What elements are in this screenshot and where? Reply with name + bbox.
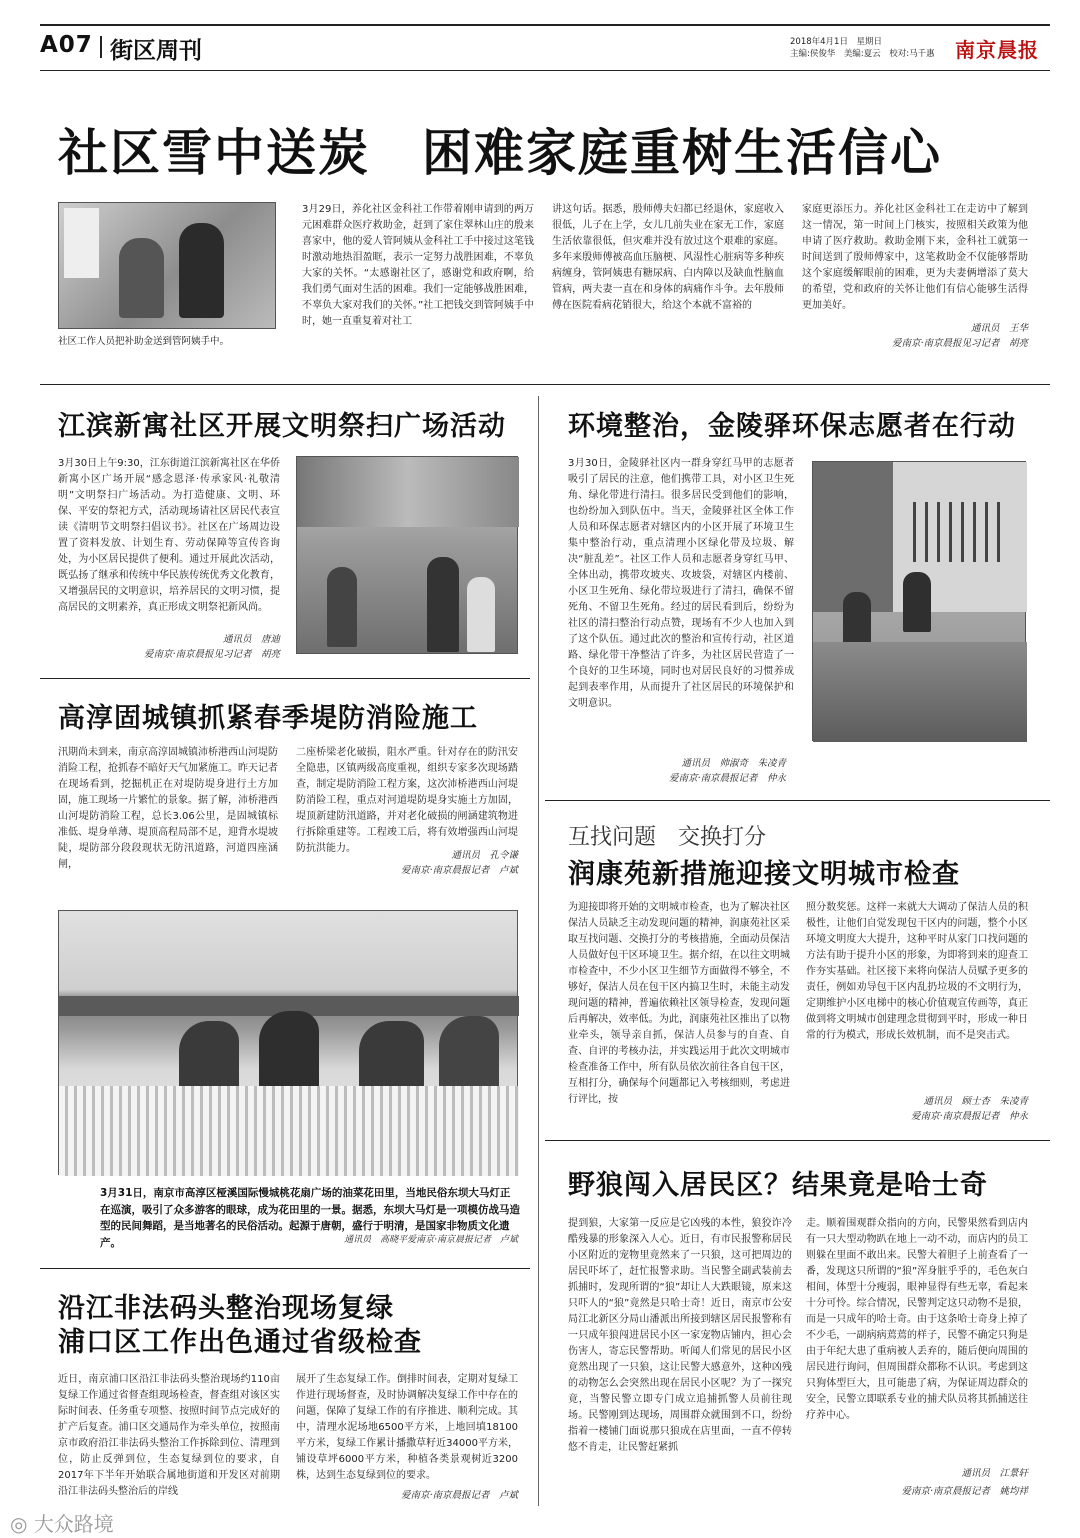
article-6-rule	[545, 1140, 1050, 1141]
article-2-title: 环境整治，金陵驿环保志愿者在行动	[568, 411, 1016, 442]
article-1-byline-1: 通讯员 唐迪	[222, 634, 280, 645]
lead-headline: 社区雪中送炭 困难家庭重树生活信心	[58, 124, 942, 182]
article-6-byline-1: 通讯员 江景轩	[961, 1468, 1028, 1479]
lead-rule	[40, 384, 1050, 385]
issue-date: 2018年4月1日 星期日	[790, 37, 882, 47]
article-5-title-line-2: 浦口区工作出色通过省级检查	[58, 1327, 422, 1358]
header-meta	[790, 36, 950, 60]
lead-col-1: 3月29日，养化社区金科社工作带着刚申请到的两万元困难群众医疗救助金，赶到了家住翠林山庄的殷来喜家中，他的爱人管阿姨从金科社工手中接过这笔钱时激动地热泪盈眶，表示一定努力战胜困难，不辜负大家的关怀。“太感谢社区了，感谢党和政府啊，给我们勇气面对生活的困难。我们一定能够战胜困难，不辜负大家对我们的关怀。”社工把钱交到管阿姨手中时，她一直重复着对社工	[302, 204, 534, 327]
article-2-photo	[812, 461, 1026, 741]
column-name: 街区周刊	[110, 38, 202, 64]
article-5-col-2: 展开了生态复绿工作。倒排时间表，定期对复绿工作进行现场督查，及时协调解决复绿工作中存在的问题，保障了复绿工作的有序推进、顺利完成。其中，清理水泥场地6500平方米，上地回填18100平方米，复绿工作累计播撒草籽近34000平方米，铺设草坪6000平方米，种植各类景观树近3200株，达到生态复绿到位的要求。	[296, 1374, 518, 1481]
article-3-byline-2: 爱南京·南京晨报记者 卢斌	[400, 865, 518, 876]
article-2-body: 3月30日，金陵驿社区内一群身穿红马甲的志愿者吸引了居民的注意，他们携带工具，对小区卫生死角、绿化带进行清扫。很多居民受到他们的影响，也纷纷加入到队伍中。当天，金陵驿社区全体工作人员和环保志愿者对辖区内的小区开展了环境卫生集中整治行动，重点清理小区绿化带及垃圾、解决“脏乱差”。社区工作人员和志愿者身穿红马甲、全体出动，携带攻坡夹、攻坡袋，对辖区内楼前、小区卫生死角、绿化带垃圾进行了清扫，确保不留死角、不留卫生死角。经过的居民看到后，纷纷为社区的清扫整治行动点赞，现场有不少人也加入到了这个队伍。通过此次的整治和宣传行动，社区道路、绿化带干净整洁了许多，为社区居民营造了一个良好的卫生环境，同时也对居民良好的习惯养成起到表率作用，从而提升了社区居民的环境保护和文明意识。	[568, 458, 794, 709]
article-6-byline-2: 爱南京·南京晨报记者 姚均祥	[901, 1486, 1028, 1497]
article-3-col-2: 二座桥梁老化破损，阻水严重。针对存在的防汛安全隐患，区镇两级高度重视，组织专家多次现场踏查，制定堤防消险工程方案，这次沛桥港西山河堤防消险工程，重点对河道堤防堤身实施土方加固，堤顶新建防汛道路，并对老化破损的闸涵建筑物进行拆除重建等。工程竣工后，将有效增强西山河堤防抗洪能力。	[296, 747, 518, 854]
watermark-text: 大众路境	[33, 1512, 114, 1536]
watermark-logo-icon: ◎	[10, 1512, 34, 1536]
header-divider	[100, 36, 102, 58]
editor-credits: 主编:侯俊华 美编:夏云 校对:马千惠	[790, 49, 935, 59]
article-4-col-2: 照分数奖惩。这样一来就大大调动了保洁人员的积极性，让他们自觉发现包干区内的问题，整个小区环境文明度大大提升，这种平时从家门口找问题的方法有助于提升小区的形象，为即将到来的迎查工作夯实基础。社区接下来将向保洁人员赋予更多的责任，例如劝导包干区内乱扔垃圾的不文明行为，定期维护小区电梯中的核心价值观宣传画等，真正做到将文明城市创建理念贯彻到平时，形成一种日常的行为模式，形成长效机制，而不是突击式。	[806, 902, 1028, 1041]
lead-photo-caption: 社区工作人员把补助金送到管阿姨手中。	[58, 336, 230, 347]
festival-photo-byline: 通讯员 高晓平爱南京·南京晨报记者 卢斌	[344, 1235, 518, 1245]
page-number: A07	[40, 32, 93, 58]
article-3-col-1: 汛期尚未到来，南京高淳固城镇沛桥港西山河堤防消险工程，抢抓春不暗好天气加紧施工。昨天记者在现场看到，挖掘机正在对堤防堤身进行土方加固，施工现场一片繁忙的景象。据了解，沛桥港西山河堤防消险工程，总长3.06公里，是固城镇标准低、堤身单薄、堤顶高程局部不足，迎背水堤坡陡，堤防部分段段现状无防汛道路，河道四座涵闸，	[58, 747, 278, 870]
column-divider	[538, 396, 539, 1506]
article-4-kicker: 互找问题 交换打分	[568, 825, 767, 850]
festival-photo-caption: 3月31日，南京市高淳区桠溪国际慢城桃花扇广场的油菜花田里，当地民俗东坝大马灯正在巡演，吸引了众多游客的眼球，成为花田里的一景。据悉，东坝大马灯是一项模仿战马造型的民间舞蹈，是当地著名的民俗活动。起源于唐朝，盛行于明清，是国家非物质文化遗产。	[100, 1187, 520, 1249]
article-5-byline: 爱南京·南京晨报记者 卢斌	[400, 1490, 518, 1501]
article-1-title: 江滨新寓社区开展文明祭扫广场活动	[58, 411, 506, 442]
article-3-byline-1: 通讯员 孔令谦	[451, 850, 518, 861]
article-4-rule	[545, 800, 1050, 801]
article-2-byline-1: 通讯员 帅淑奇 朱凌青	[681, 758, 786, 769]
article-6-col-1: 提到狼，大家第一反应是它凶残的本性，狼狡诈冷酷残暴的形象深入人心。近日，有市民报警称居民小区附近的宠物里竟然来了一只狼，这可把周边的居民吓坏了，赶忙报警求助。当民警全副武装前去抓捕时，发现所谓的“狼”却让人大跌眼镜，原来这只吓人的“狼”竟然是只哈士奇！近日，南京市公安局江北新区分局山潘派出所接到辖区居民报警称有一只成年狼闯进居民小区一家宠物店铺内，担心会伤害人，寄忘民警帮助。听闻人们常见的居民小区竟然出现了一只狼，这让民警大感意外，这种凶残的动物怎么会突然出现在居民小区呢？为了一探究竟，当警民警立即专门成立追捕抓警人员前往现场。民警刚到达现场，周围群众就围到不口，纷纷指着一楼铺门面说那只狼成在店里面，一直不停转悠不肯走，让民警赶紧抓	[568, 1218, 792, 1453]
festival-photo	[58, 910, 518, 1175]
article-4-byline-1: 通讯员 顾士杏 朱凌青	[923, 1096, 1028, 1107]
article-4-byline-2: 爱南京·南京晨报记者 仲永	[910, 1111, 1028, 1122]
article-1-photo	[296, 456, 518, 654]
lead-photo	[58, 202, 276, 329]
article-3-title: 高淳固城镇抓紧春季堤防消险施工	[58, 703, 478, 734]
article-6-title: 野狼闯入居民区？结果竟是哈士奇	[568, 1170, 988, 1201]
watermark	[10, 1508, 114, 1537]
article-5-rule	[40, 1268, 530, 1269]
lead-byline-1: 通讯员 王华	[970, 323, 1028, 334]
header-rule	[40, 70, 1050, 71]
article-5-title-line-1: 沿江非法码头整治现场复绿	[58, 1293, 394, 1324]
newspaper-logo: 南京晨报	[955, 38, 1039, 62]
lead-col-3: 家庭更添压力。养化社区金科社工在走访中了解到这一情况，第一时间上门核实，按照相关政策为他申请了医疗救助。救助金刚下来，金科社工就第一时间送到了殷师傅家中，这笔救助金不仅能够帮助这个家庭缓解眼前的困难，更为夫妻俩增添了莫大的希望，党和政府的关怀让他们有信心能够生活得更加美好。	[802, 204, 1028, 311]
article-1-body: 3月30日上午9:30，江东街道江滨新寓社区在华侨新寓小区广场开展“感念恩泽·传承家风·礼敬清明”文明祭扫广场活动。为打造健康、文明、环保、平安的祭祀方式，活动现场请社区居民代表宣读《清明节文明祭扫倡议书》。社区在广场周边设置了资料发放、计划生育、劳动保障等宣传咨询处，为小区居民提供了便利。通过开展此次活动，既弘扬了继承和传统中华民族传统优秀文化教育，又增强居民的文明意识，培养居民的文明习惯，提高居民的文明素养，真正形成文明祭祀新风尚。	[58, 458, 280, 613]
lead-byline-2: 爱南京·南京晨报见习记者 胡亮	[891, 338, 1028, 349]
article-5-col-1: 近日，南京浦口区沿江非法码头整治现场约110亩复绿工作通过省督查组现场检查，督查组对该区实际时间表、任务重专项整、按照时间节点完成好的扩产后复查。浦口区交通局作为牵头单位，按照南京市政府沿江非法码头整治工作拆除到位、清理到位，防止反弹到位，生态复绿到位的要求，自2017年下半年开始联合属地街道和开发区对前期沿江非法码头整治后的岸线	[58, 1374, 280, 1497]
top-rule	[40, 24, 1050, 26]
article-1-byline-2: 爱南京·南京晨报见习记者 胡亮	[143, 649, 280, 660]
lead-col-2: 讲这句话。据悉，殷师傅夫妇都已经退休，家庭收入很低，儿子在上学，女儿几前失业在家无工作，家庭生活依靠很低，但灾难并没有放过这个艰难的家庭。多年来殷师傅被高血压脑梗、风湿性心脏病等多种疾病缠身，管阿姨患有糖尿病、白内障以及缺血性脑血管病，两夫妻一直在和身体的病痛作斗争。去年殷师傅在医院看病花销很大，给这个本就不富裕的	[552, 204, 784, 311]
article-3-rule	[40, 678, 530, 679]
article-2-byline-2: 爱南京·南京晨报记者 仲永	[668, 773, 786, 784]
article-4-title: 润康苑新措施迎接文明城市检查	[568, 859, 960, 890]
article-6-col-2: 走。顺着围观群众指向的方向，民警果然看到店内有一只大型动物趴在地上一动不动，而店内的员工则躲在里面不敢出来。民警大着胆子上前查看了一番，发现这只所谓的“狼”浑身脏乎乎的，毛色灰白相间，体型十分瘦弱，眼神显得有些无辜，看起来十分可怜。综合情况，民警判定这只动物不是狼，而是一只成年的哈士奇。由于这条哈士奇身上掉了不少毛，一副病病蔫蔫的样子，民警不确定只狗是由于年纪大患了重病被人丢弃的，随后便向周围的居民进行询问，但周围群众都称不认识。考虑到这只狗体型巨大，且可能患了病，为保证周边群众的安全，民警立即联系专业的捕犬队员将其抓捕送往疗养中心。	[806, 1218, 1028, 1421]
article-4-col-1: 为迎接即将开始的文明城市检查，也为了解决社区保洁人员缺乏主动发现问题的精神，润康苑社区采取互找问题、交换打分的考核措施，全面动员保洁人员做好包干区环境卫生。据介绍，在以往文明城市检查中，不少小区卫生细节方面做得不够全，不够好，保洁人员在包干区内搞卫生时，未能主动发现问题的精神，普遍依赖社区领导检查，发现问题后再解决，效率低。为此，润康苑社区推出了以物业牵头，领导亲自抓，保洁人员参与的自查、自查、自评的考核办法，并实践运用于此次文明城市检查准备工作中，所有队员依次前往各自包干区，互相打分，确保每个问题都记入考核细则，考虑进行评比，按	[568, 902, 790, 1105]
